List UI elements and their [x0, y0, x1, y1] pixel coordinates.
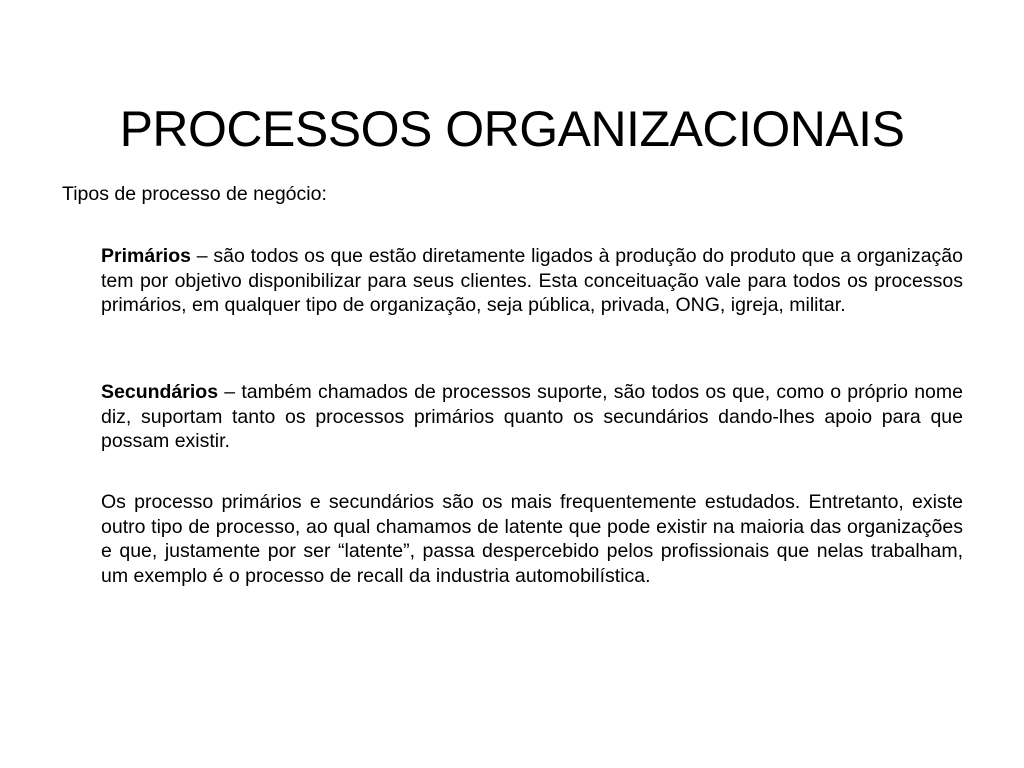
paragraph-primarios	[101, 244, 963, 318]
term-secundarios: Secundários	[101, 381, 219, 403]
paragraph-latente	[101, 490, 963, 588]
slide-title: PROCESSOS ORGANIZACIONAIS	[119, 100, 905, 157]
paragraph-latente-text: Os processo primários e secundários são os mais frequentemente estudados. Entretanto, existe outro tipo de processo, ao qual chamamos de latente que pode existir na maioria das organizações e que, justamente por ser “latente”, passa despercebido pelos profissionais que nelas trabalham, um exemplo é o processo de recall da industria automobilística.	[101, 491, 963, 587]
paragraph-secundarios-text: – também chamados de processos suporte, são todos os que, como o próprio nome diz, suportam tanto os processos primários quanto os secundários dando-lhes apoio para que possam existir.	[101, 381, 963, 452]
paragraph-primarios-text: – são todos os que estão diretamente ligados à produção do produto que a organização tem por objetivo disponibilizar para seus clientes. Esta conceituação vale para todos os processos primários, em qualquer tipo de organização, seja pública, privada, ONG, igreja, militar.	[101, 245, 963, 316]
term-primarios: Primários	[101, 245, 191, 267]
paragraph-secundarios	[101, 380, 963, 454]
intro-text: Tipos de processo de negócio:	[62, 183, 327, 205]
